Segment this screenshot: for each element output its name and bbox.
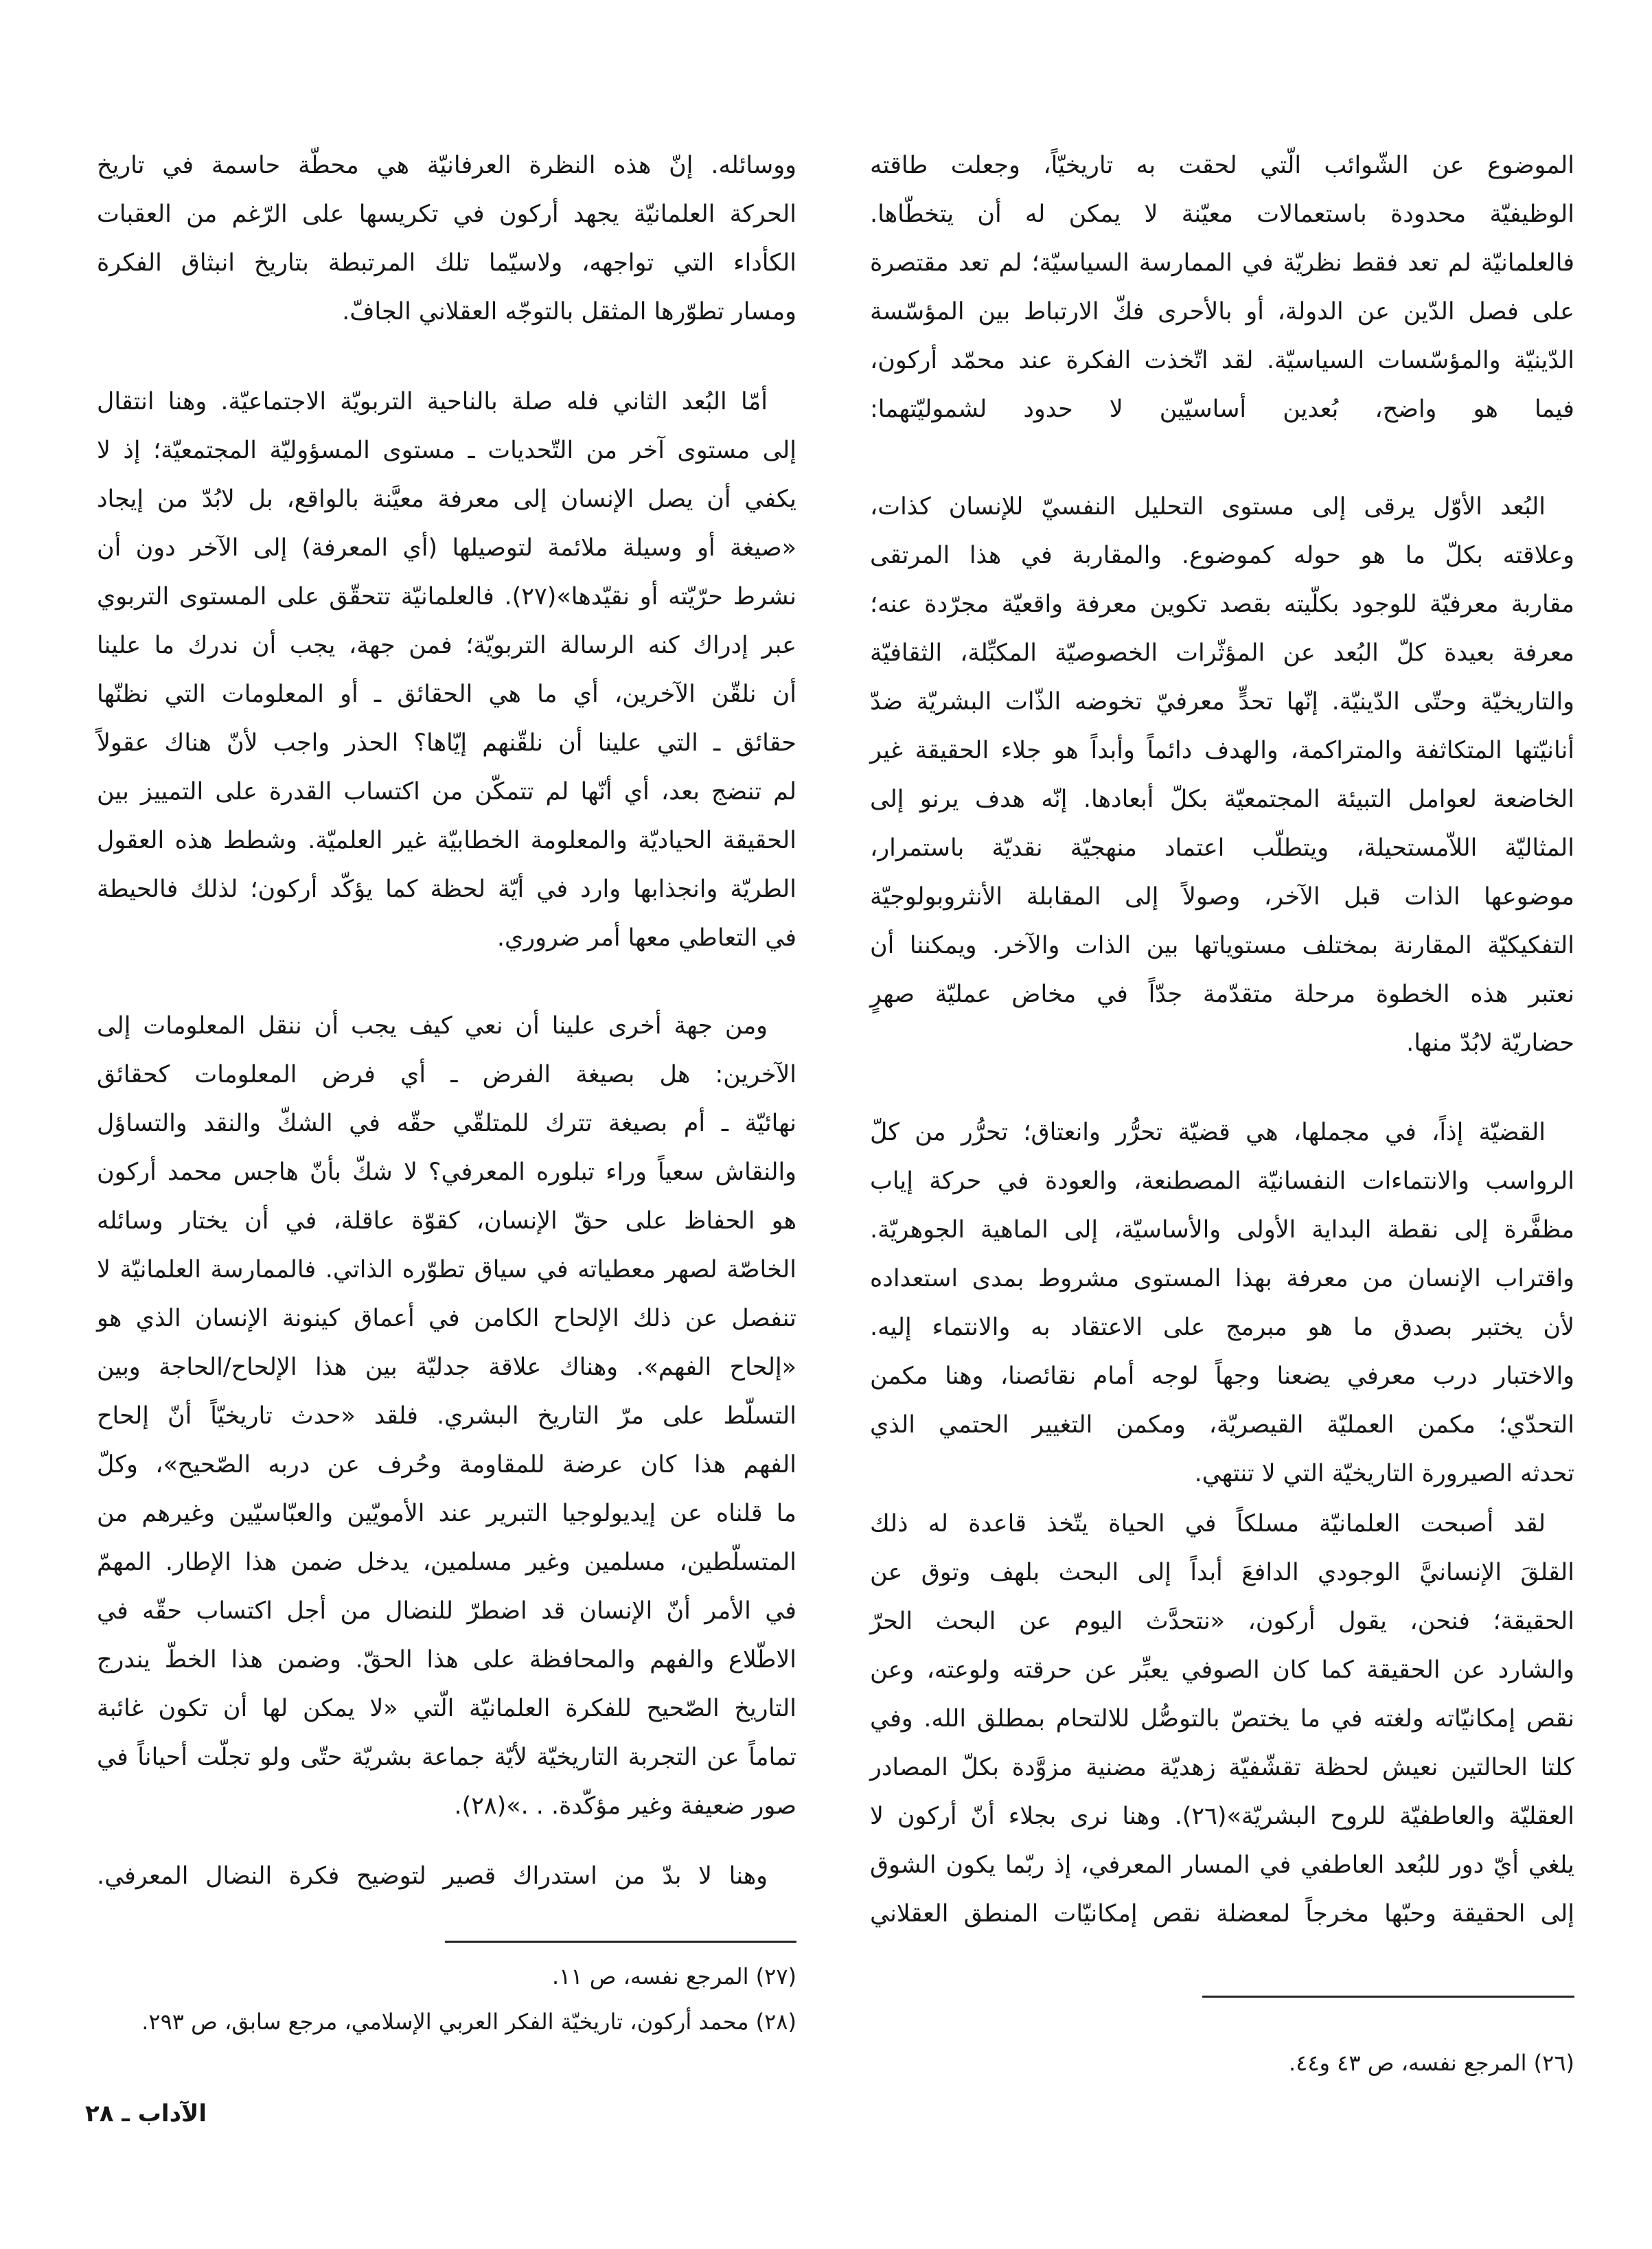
text-line: واقتراب الإنسان من معرفة بهذا المستوى مشروط بمدى استعداده [870,1265,1574,1292]
text-line: لأن يختبر بصدق ما هو مبرمج على الاعتقاد به والانتماء إليه. [870,1314,1574,1341]
text-line: الفهم هذا كان عرضة للمقاومة وحُرف عن دربه الصّحيح»، وكلّ [97,1451,796,1479]
paragraph [870,483,1574,1068]
text-line: والاختبار درب معرفي يضعنا وجهاً لوجه أمام نقائصنا، وهنا مكمن [870,1362,1574,1390]
text-line: تحدثه الصيرورة التاريخيّة التي لا تنتهي. [1194,1460,1574,1487]
footnote: (٢٨) محمد أركون، تاريخيّة الفكر العربي الإسلامي، مرجع سابق، ص ٢٩٣. [141,2009,796,2035]
text-line: الكأداء التي تواجهه، ولاسيّما تلك المرتبطة بتاريخ انبثاق الفكرة [97,249,796,277]
text-line: إلى مستوى آخر من التّحديات ـ مستوى المسؤوليّة المجتمعيّة؛ إذ لا [97,437,796,464]
text-line: لقد أصبحت العلمانيّة مسلكاً في الحياة يتّخذ قاعدة له ذلك [870,1510,1546,1538]
text-line: «صيغة أو وسيلة ملائمة لتوصيلها (أي المعرفة) إلى الآخر دون أن [97,534,796,562]
text-line: العقليّة والعاطفيّة للروح البشريّة»(٢٦). وهنا نرى بجلاء أنّ أركون لا [870,1803,1574,1830]
text-line: يكفي أن يصل الإنسان إلى معرفة معيَّنة بالواقع، بل لابُدّ من إيجاد [97,486,796,513]
footnotes [97,1954,796,2044]
text-line: أنانيّتها المتكاثفة والمتراكمة، والهدف دائماً وأبداً هو جلاء الحقيقة غير [870,737,1574,764]
text-line: الحقيقة؛ فنحن، يقول أركون، «نتحدَّث اليوم عن البحث الحرّ [870,1608,1574,1635]
text-line: الرواسب والانتماءات النفسانيّة المصطنعة، والعودة في حركة إياب [870,1167,1574,1195]
footnote-rule [1202,1996,1574,1998]
text-line: فيما هو واضح، بُعدين أساسيّين لا حدود لشموليّتهما: [870,396,1574,423]
text-line: الخاضعة لعوامل التبيئة المجتمعيّة بكلّ أبعادها. إنّه هدف يرنو إلى [870,786,1574,813]
text-line: يلغي أيّ دور للبُعد العاطفي في المسار المعرفي، إذ ربّما يكون الشوق [870,1851,1574,1879]
text-line: الموضوع عن الشّوائب الّتي لحقت به تاريخيّاً، وجعلت طاقته [870,152,1574,179]
paragraph [870,141,1574,434]
paragraph [97,378,796,963]
text-line: نشرط حرّيّته أو نقيّدها»(٢٧). فالعلمانيّة تتحقّق على المستوى التربوي [97,583,796,610]
paragraph [870,1108,1574,1498]
paragraph [870,1500,1574,1939]
text-line: حقائق ـ التي علينا أن نلقّنهم إيّاها؟ الحذر واجب لأنّ هناك عقولاً [97,729,796,757]
text-line: التفكيكيّة المقارنة بمختلف مستوياتها بين الذات والآخر. ويمكننا أن [870,932,1574,959]
text-line: «إلحاح الفهم». وهناك علاقة جدليّة بين هذا الإلحاح/الحاجة وبين [97,1354,796,1381]
text-line: الخاصّة لصهر معطياته في سياق تطوّره الذاتي. فالممارسة العلمانيّة لا [97,1256,796,1283]
text-line: التسلّط على مرّ التاريخ البشري. فلقد «حدث تاريخيّاً أنّ إلحاح [97,1402,796,1430]
paragraph [97,141,796,336]
text-line: معرفة بعيدة كلّ البُعد عن المؤثّرات الخصوصيّة المكبِّلة، الثقافيّة [870,639,1574,667]
footnote: (٢٦) المرجع نفسه، ص ٤٣ و٤٤. [1289,2050,1574,2076]
text-line: إلى الحقيقة وحبّها مخرجاً لمعضلة نقص إمكانيّات المنطق العقلاني [870,1900,1574,1928]
text-line: كلتا الحالتين نعيش لحظة تقشّفيّة زهديّة مضنية مزوَّدة بكلّ المصادر [870,1754,1574,1781]
paragraph [97,1852,796,1901]
text-line: ومسار تطوّرها المثقل بالتوجّه العقلاني الجافّ. [342,298,796,326]
text-line: الحركة العلمانيّة يجهد أركون في تكريسها على الرّغم من العقبات [97,201,796,228]
text-line: القلقَ الإنسانيَّ الوجودي الدافعَ أبداً إلى البحث بلهف وتوق عن [870,1559,1574,1586]
text-line: لم تنضج بعد، أي أنّها لم تتمكّن من اكتساب القدرة على التمييز بين [97,778,796,806]
footnote: (٢٧) المرجع نفسه، ص ١١. [552,1963,796,1989]
text-line: المتسلّطين، مسلمين وغير مسلمين، يدخل ضمن هذا الإطار. المهمّ [97,1549,796,1576]
text-line: والنقاش سعياً وراء تبلوره المعرفي؟ لا شكّ بأنّ هاجس محمد أركون [97,1158,796,1186]
text-line: على فصل الدّين عن الدولة، أو بالأحرى فكّ الارتباط بين المؤسّسة [870,298,1574,326]
text-line: ومن جهة أخرى علينا أن نعي كيف يجب أن ننقل المعلومات إلى [97,1012,768,1040]
right-column [870,0,1574,2129]
text-line: التاريخ الصّحيح للفكرة العلمانيّة الّتي «لا يمكن لها أن تكون غائبة [97,1695,796,1722]
text-line: الحقيقة الحياديّة والمعلومة الخطابيّة غير العلميّة. وشطط هذه العقول [97,827,796,854]
text-line: نقص إمكانيّاته ولغته في ما يختصّ بالتوصُّل للالتحام بمطلق الله. وفي [870,1705,1574,1733]
text-line: في الأمر أنّ الإنسان قد اضطرّ للنضال من أجل اكتساب حقّه في [97,1597,796,1625]
text-line: الدّينيّة والمؤسّسات السياسيّة. لقد اتّخذت الفكرة عند محمّد أركون، [870,347,1574,374]
text-line: موضوعها الذات قبل الآخر، وصولاً إلى المقابلة الأنثروبولوجيّة [870,883,1574,911]
text-line: تماماً عن التجربة التاريخيّة لأيّة جماعة بشريّة حتّى ولو تجلّت أحياناً في [97,1744,796,1771]
text-line: عبر إدراك كنه الرسالة التربويّة؛ فمن جهة، يجب أن ندرك ما علينا [97,632,796,659]
text-line: والشارد عن الحقيقة كما كان الصوفي يعبِّر عن حرقته ولوعته، وعن [870,1656,1574,1684]
text-line: الطريّة وانجذابها وارد في أيّة لحظة كما يؤكّد أركون؛ لذلك فالحيطة [97,876,796,903]
text-line: مقاربة معرفيّة للوجود بكلّيته بقصد تكوين معرفة واقعيّة مجرّدة عنه؛ [870,591,1574,618]
text-line: البُعد الأوّل يرقى إلى مستوى التحليل النفسيّ للإنسان كذات، [870,493,1546,521]
text-line: أمّا البُعد الثاني فله صلة بالناحية التربويّة الاجتماعيّة. وهنا انتقال [97,388,768,415]
text-line: مظفَّرة إلى نقطة البداية الأولى والأساسيّة، إلى الماهية الجوهريّة. [870,1216,1574,1244]
text-line: في التعاطي معها أمر ضروري. [496,924,796,952]
text-line: ووسائله. إنّ هذه النظرة العرفانيّة هي محطّة حاسمة في تاريخ [97,152,796,179]
text-line: أن نلقّن الآخرين، أي ما هي الحقائق ـ أو المعلومات التي نظنّها [97,681,796,708]
text-line: فالعلمانيّة لم تعد فقط نظريّة في الممارسة السياسيّة؛ لم تعد مقتصرة [870,249,1574,277]
left-column [97,0,796,2129]
text-line: ما قلناه عن إيديولوجيا التبرير عند الأمويّين والعبّاسيّين وغيرهم من [97,1500,796,1527]
text-line: الاطّلاع والفهم والمحافظة على هذا الحقّ. وضمن هذا الخطّ يندرج [97,1646,796,1674]
footnotes [870,2040,1574,2086]
text-line: الوظيفيّة محدودة باستعمالات معيّنة لا يمكن له أن يتخطّاها. [870,201,1574,228]
text-line: القضيّة إذاً، في مجملها، هي قضيّة تحرُّر وانعتاق؛ تحرُّر من كلّ [870,1119,1546,1146]
text-line: نعتبر هذه الخطوة مرحلة متقدّمة جدّاً في مخاض عمليّة صهرٍ [870,981,1574,1008]
running-head-page-number: الآداب ـ ٢٨ [84,2100,207,2127]
text-line: الآخرين: هل بصيغة الفرض ـ أي فرض المعلومات كحقائق [97,1061,796,1088]
text-line: نهائيّة ـ أم بصيغة تترك للمتلقّي حقّه في الشكّ والنقد والتساؤل [97,1110,796,1137]
text-line: صور ضعيفة وغير مؤكّدة. . .»(٢٨). [454,1792,796,1820]
footnote-rule [445,1941,796,1943]
text-line: وهنا لا بدّ من استدراك قصير لتوضيح فكرة النضال المعرفي. [97,1862,768,1890]
text-line: والتاريخيّة وحتّى الدّينيّة. إنّها تحدٍّ معرفيّ تخوضه الذّات البشريّة ضدّ [870,688,1574,716]
text-line: تنفصل عن ذلك الإلحاح الكامن في أعماق كينونة الإنسان الذي هو [97,1305,796,1332]
paragraph [97,1002,796,1831]
text-line: التحدّي؛ مكمن العمليّة القيصريّة، ومكمن التغيير الحتمي الذي [870,1411,1574,1439]
text-line: حضاريّة لابُدّ منها. [1406,1029,1574,1057]
text-line: المثاليّة اللاّمستحيلة، ويتطلّب اعتماد منهجيّة نقديّة باستمرار، [870,834,1574,862]
text-line: هو الحفاظ على حقّ الإنسان، كقوّة عاقلة، في أن يختار وسائله [97,1207,796,1235]
text-line: وعلاقته بكلّ ما هو حوله كموضوع. والمقاربة في هذا المرتقى [870,542,1574,569]
